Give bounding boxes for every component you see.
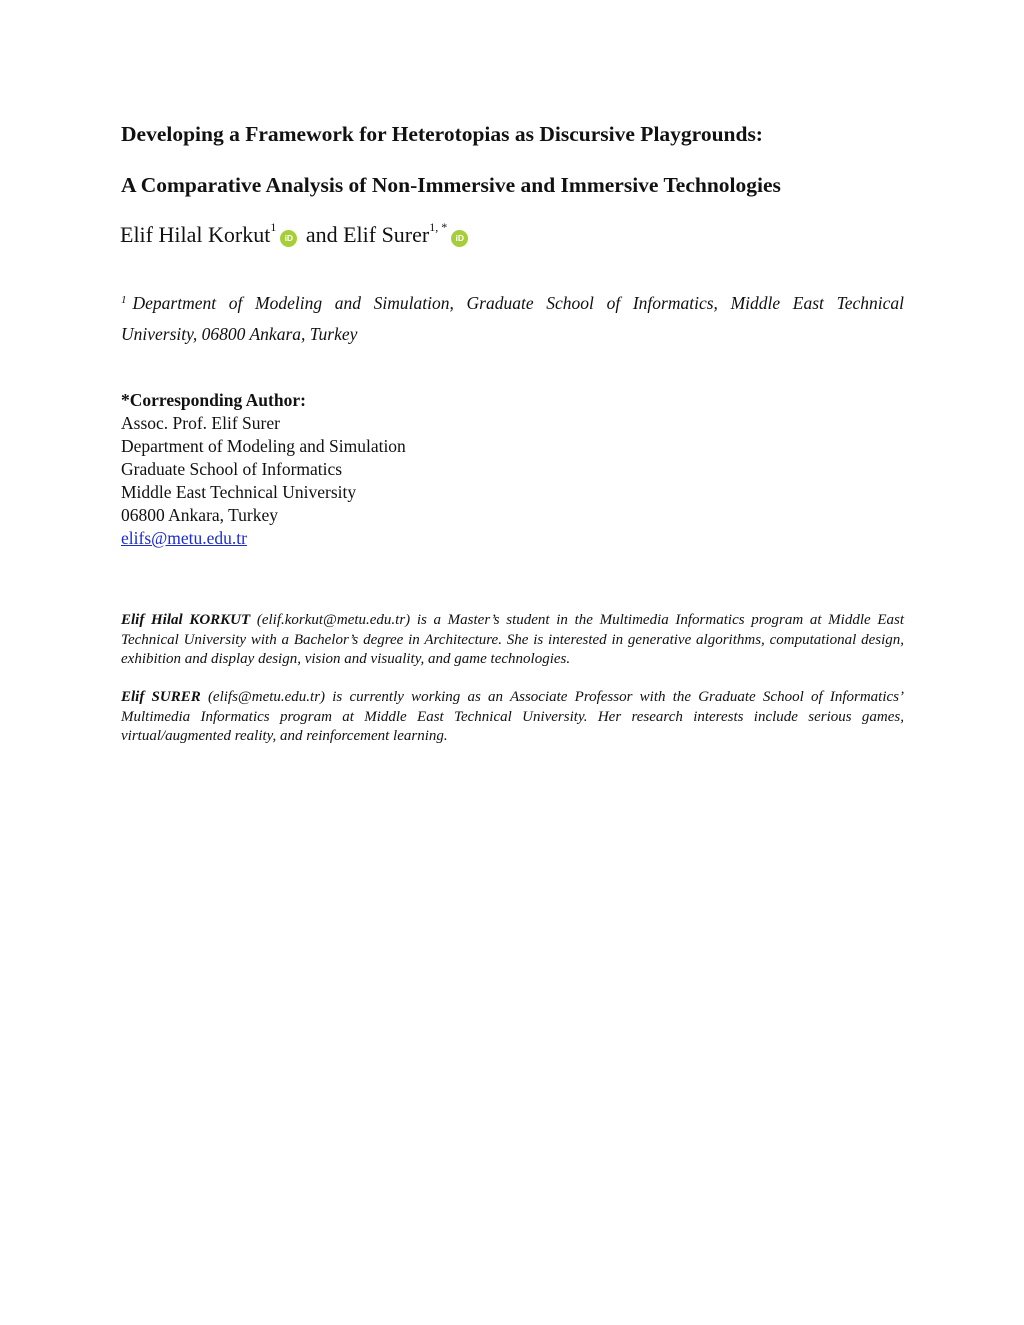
author-bio-2 (121, 688, 904, 747)
affiliation-marker: 1 (121, 294, 127, 306)
affiliation-line-1: $^1$ Department of Modeling and Simulation, Graduate School of Informatics, Middle East Technical (121, 293, 904, 313)
author-bio-text: (elif.korkut@metu.edu.tr) is a Master’s student in the Multimedia Informatics program at Middle East Technical University with a Bachelor’s degree in Architecture. She is interested in generative algorithms, computational design, exhibition and display design, vision and visuality, and game technologies. (121, 612, 904, 667)
corresponding-author-line: Middle East Technical University (121, 482, 357, 502)
author-bio-1 (121, 611, 904, 670)
corresponding-author-line: Department of Modeling and Simulation (121, 436, 406, 456)
author-2-affiliation-marker: 1, * (429, 220, 448, 234)
corresponding-author-block (121, 389, 406, 550)
author-bio-text: (elifs@metu.edu.tr) is currently working as an Associate Professor with the Graduate School of Informatics’ Multimedia Informatics program at Middle East Technical University. Her research interests include serious games, virtual/augmented reality, and reinforcement learning. (121, 689, 904, 744)
paper-title-line-1: Developing a Framework for Heterotopias as Discursive Playgrounds: (121, 122, 763, 146)
corresponding-author-line: Assoc. Prof. Elif Surer (121, 413, 280, 433)
corresponding-author-line: 06800 Ankara, Turkey (121, 505, 279, 525)
author-2-name: Elif Surer (343, 222, 430, 247)
orcid-icon[interactable]: iD (280, 230, 297, 247)
paper-title-line-2: A Comparative Analysis of Non-Immersive and Immersive Technologies (121, 173, 781, 197)
author-bio-name: Elif Hilal KORKUT (121, 612, 251, 628)
author-connector: and (300, 222, 344, 247)
orcid-icon[interactable]: iD (451, 230, 468, 247)
corresponding-author-email-link[interactable]: elifs@metu.edu.tr (121, 528, 247, 548)
author-1-affiliation-marker: 1 (270, 220, 277, 234)
author-list (120, 222, 471, 248)
corresponding-author-heading: *Corresponding Author: (121, 390, 306, 410)
corresponding-author-line: Graduate School of Informatics (121, 459, 343, 479)
author-1-name: Elif Hilal Korkut (120, 222, 271, 247)
affiliation-line-2: University, 06800 Ankara, Turkey (121, 324, 358, 344)
author-bio-name: Elif SURER (121, 689, 201, 705)
affiliation (121, 288, 904, 350)
